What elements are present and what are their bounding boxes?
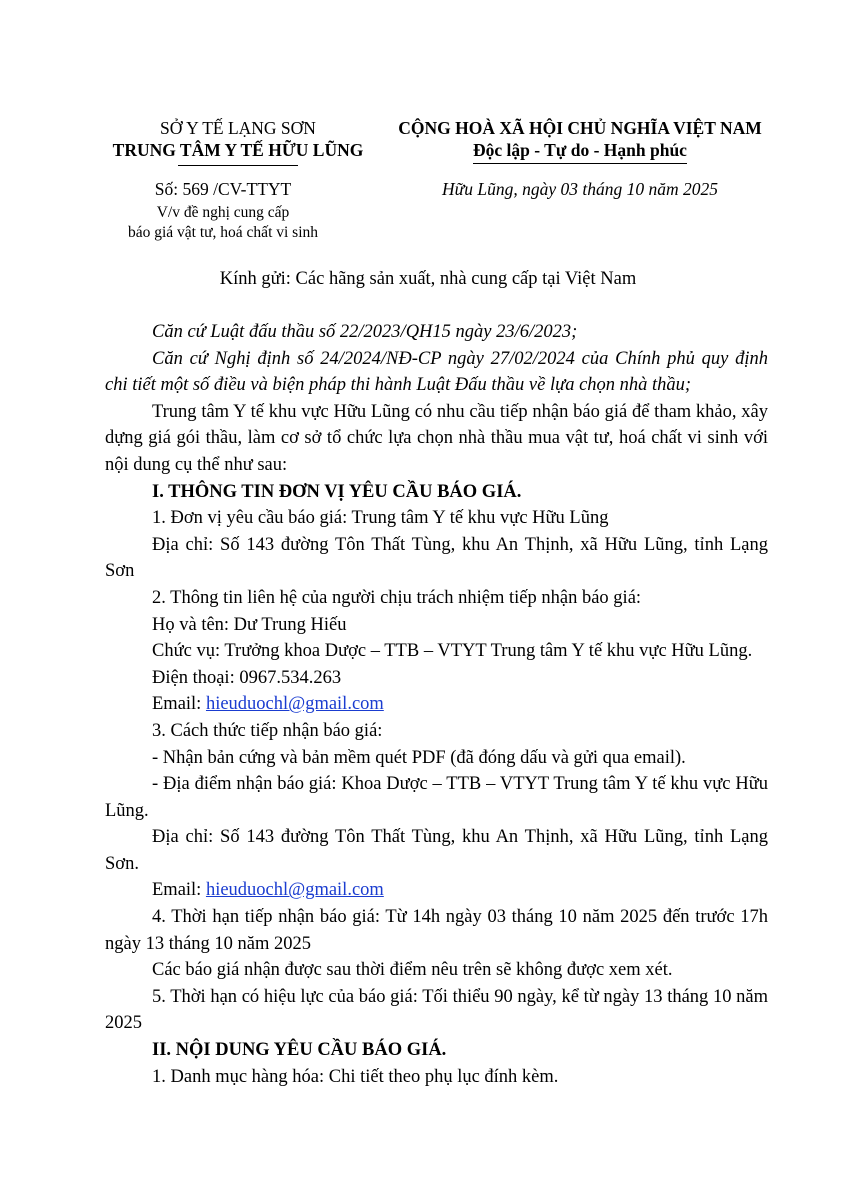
email-link[interactable]: hieuduochl@gmail.com bbox=[205, 694, 384, 715]
nation-title: CỘNG HOÀ XÃ HỘI CHỦ NGHĨA VIỆT NAM bbox=[398, 118, 762, 138]
late-submission-note: Các báo giá nhận được sau thời điểm nêu trên sẽ không được xem xét. bbox=[152, 960, 673, 981]
email-link-2[interactable]: hieuduochl@gmail.com bbox=[205, 880, 384, 901]
goods-list-item: 1. Danh mục hàng hóa: Chi tiết theo phụ lục đính kèm. bbox=[152, 1066, 559, 1087]
receiving-method-2: - Địa điểm nhận báo giá: Khoa Dược – TTB – VTYT Trung tâm Y tế khu vực Hữu Lũng. bbox=[105, 774, 768, 821]
subject-line-2: báo giá vật tư, hoá chất vi sinh bbox=[127, 224, 319, 241]
email-label: Email: bbox=[152, 694, 206, 715]
receiving-method-heading: 3. Cách thức tiếp nhận báo giá: bbox=[152, 720, 383, 741]
receiving-email bbox=[105, 877, 768, 904]
issuer-block bbox=[88, 117, 388, 166]
document-body bbox=[105, 319, 768, 1090]
validity-period: 5. Thời hạn có hiệu lực của báo giá: Tối thiểu 90 ngày, kể từ ngày 13 tháng 10 năm 2025 bbox=[105, 986, 768, 1034]
receiving-method-1: - Nhận bản cứng và bản mềm quét PDF (đã đóng dấu và gửi qua email). bbox=[152, 747, 686, 768]
national-title-block bbox=[370, 117, 790, 164]
organization-name: TRUNG TÂM Y TẾ HỮU LŨNG bbox=[112, 140, 364, 160]
legal-basis-law: Căn cứ Luật đấu thầu số 22/2023/QH15 ngày 23/6/2023; bbox=[152, 322, 578, 342]
subject-line-1: V/v đề nghị cung cấp bbox=[156, 204, 290, 221]
contact-info-heading: 2. Thông tin liên hệ của người chịu trách nhiệm tiếp nhận báo giá: bbox=[152, 587, 642, 608]
contact-position: Chức vụ: Trưởng khoa Dược – TTB – VTYT Trung tâm Y tế khu vực Hữu Lũng. bbox=[152, 641, 753, 662]
document-subject bbox=[88, 203, 358, 243]
section-2-heading: II. NỘI DUNG YÊU CẦU BÁO GIÁ. bbox=[152, 1040, 447, 1061]
recipient-line: Kính gửi: Các hãng sản xuất, nhà cung cấp tại Việt Nam bbox=[219, 269, 637, 289]
contact-email bbox=[105, 691, 768, 718]
legal-basis-decree: Căn cứ Nghị định số 24/2024/NĐ-CP ngày 27/02/2024 của Chính phủ quy định chi tiết một số điều và biện pháp thi hành Luật Đấu thầu về lựa chọn nhà thầu; bbox=[105, 348, 768, 396]
place-date-line: Hữu Lũng, ngày 03 tháng 10 năm 2025 bbox=[442, 179, 718, 199]
intro-paragraph: Trung tâm Y tế khu vực Hữu Lũng có nhu cầu tiếp nhận báo giá để tham khảo, xây dựng giá gói thầu, làm cơ sở tổ chức lựa chọn nhà thầu mua vật tư, hoá chất vi sinh với nội dung cụ thể như sau: bbox=[105, 401, 768, 475]
national-motto: Độc lập - Tự do - Hạnh phúc bbox=[473, 139, 687, 164]
receiving-address: Địa chỉ: Số 143 đường Tôn Thất Tùng, khu An Thịnh, xã Hữu Lũng, tỉnh Lạng Sơn. bbox=[105, 827, 768, 874]
email-label-2: Email: bbox=[152, 880, 206, 901]
unit-address: Địa chỉ: Số 143 đường Tôn Thất Tùng, khu An Thịnh, xã Hữu Lũng, tỉnh Lạng Sơn bbox=[105, 534, 768, 582]
requesting-unit: 1. Đơn vị yêu cầu báo giá: Trung tâm Y tế khu vực Hữu Lũng bbox=[152, 508, 609, 529]
receiving-deadline: 4. Thời hạn tiếp nhận báo giá: Từ 14h ngày 03 tháng 10 năm 2025 đến trước 17h ngày 13 tháng 10 năm 2025 bbox=[105, 907, 768, 954]
contact-phone: Điện thoại: 0967.534.263 bbox=[152, 667, 342, 688]
document-number: Số: 569 /CV-TTYT bbox=[154, 179, 292, 199]
agency-name: SỞ Y TẾ LẠNG SƠN bbox=[160, 118, 316, 138]
section-1-heading: I. THÔNG TIN ĐƠN VỊ YÊU CẦU BÁO GIÁ. bbox=[152, 481, 522, 502]
contact-name: Họ và tên: Dư Trung Hiếu bbox=[152, 614, 347, 635]
issuer-underline bbox=[178, 165, 298, 166]
